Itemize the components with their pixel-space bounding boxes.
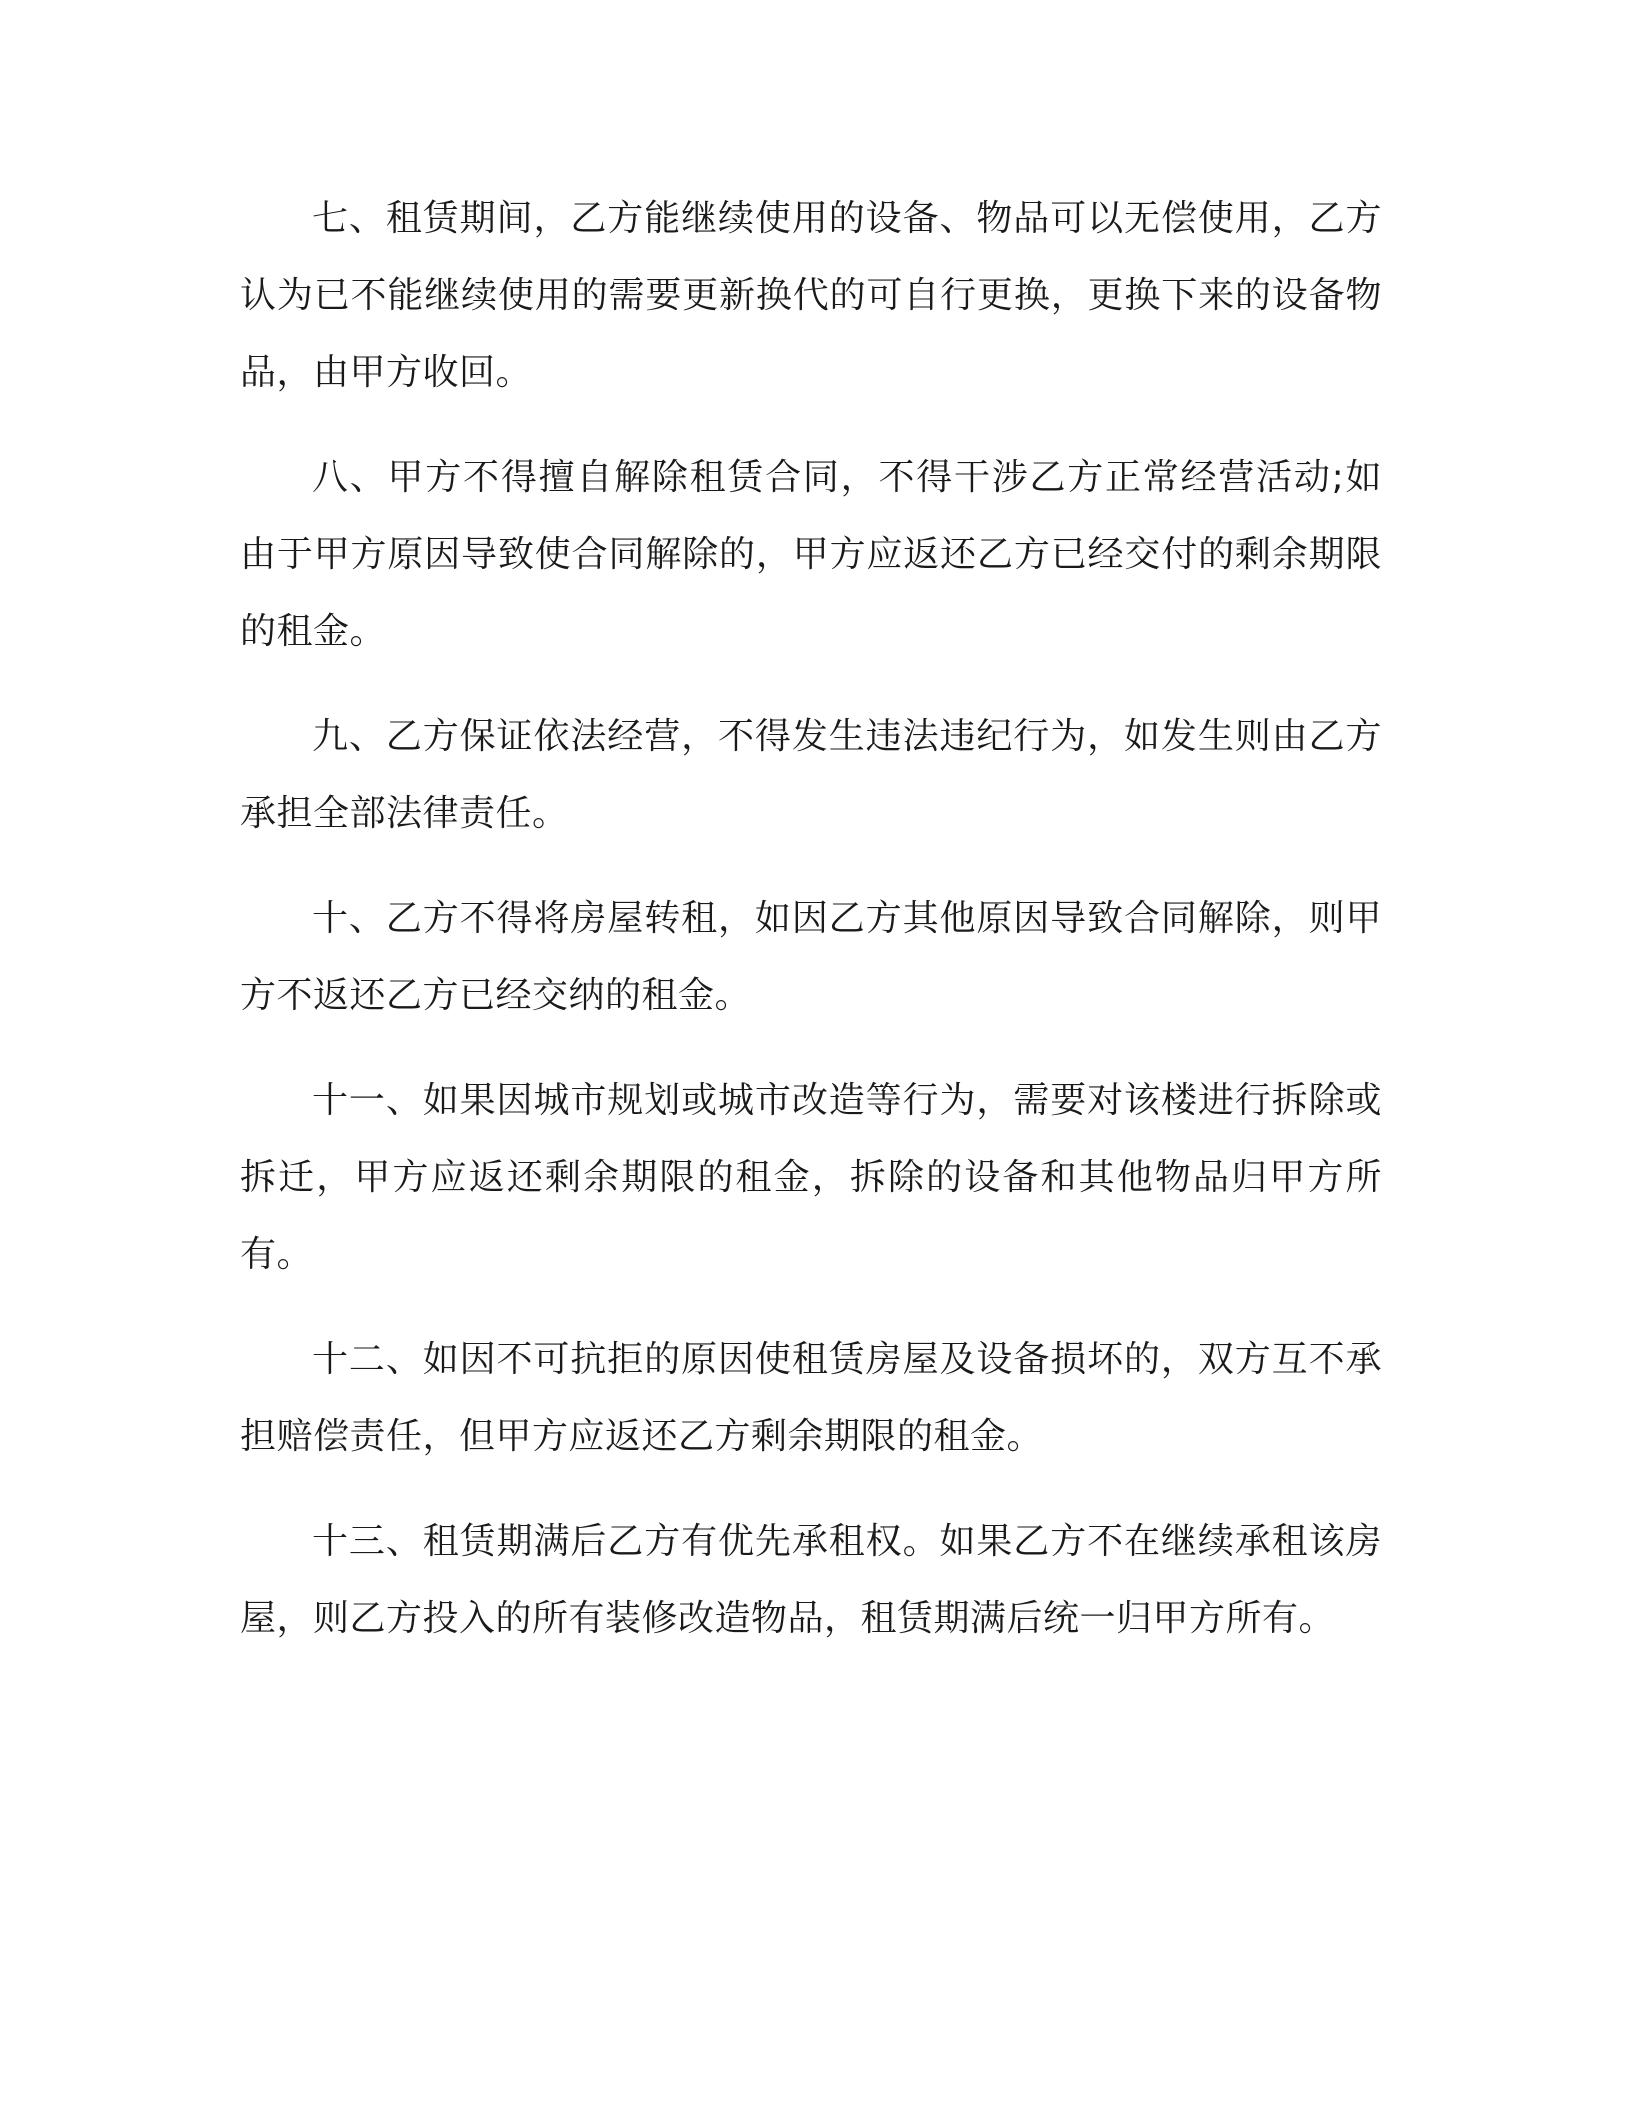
clause-12: 十二、如因不可抗拒的原因使租赁房屋及设备损坏的，双方互不承担赔偿责任，但甲方应返还乙方剩余期限的租金。 [240,1339,1382,1457]
clause-11: 十一、如果因城市规划或城市改造等行为，需要对该楼进行拆除或拆迁，甲方应返还剩余期限的租金，拆除的设备和其他物品归甲方所有。 [240,1080,1382,1275]
clause-8: 八、甲方不得擅自解除租赁合同，不得干涉乙方正常经营活动;如由于甲方原因导致使合同解除的，甲方应返还乙方已经交付的剩余期限的租金。 [240,457,1382,652]
clause-7: 七、租赁期间，乙方能继续使用的设备、物品可以无偿使用，乙方认为已不能继续使用的需要更新换代的可自行更换，更换下来的设备物品，由甲方收回。 [240,198,1382,393]
clause-13: 十三、租赁期满后乙方有优先承租权。如果乙方不在继续承租该房屋，则乙方投入的所有装修改造物品，租赁期满后统一归甲方所有。 [240,1521,1382,1639]
contract-clauses [240,180,1382,1685]
clause-10: 十、乙方不得将房屋转租，如因乙方其他原因导致合同解除，则甲方不返还乙方已经交纳的租金。 [240,898,1382,1016]
clause-9: 九、乙方保证依法经营，不得发生违法违纪行为，如发生则由乙方承担全部法律责任。 [240,716,1382,834]
